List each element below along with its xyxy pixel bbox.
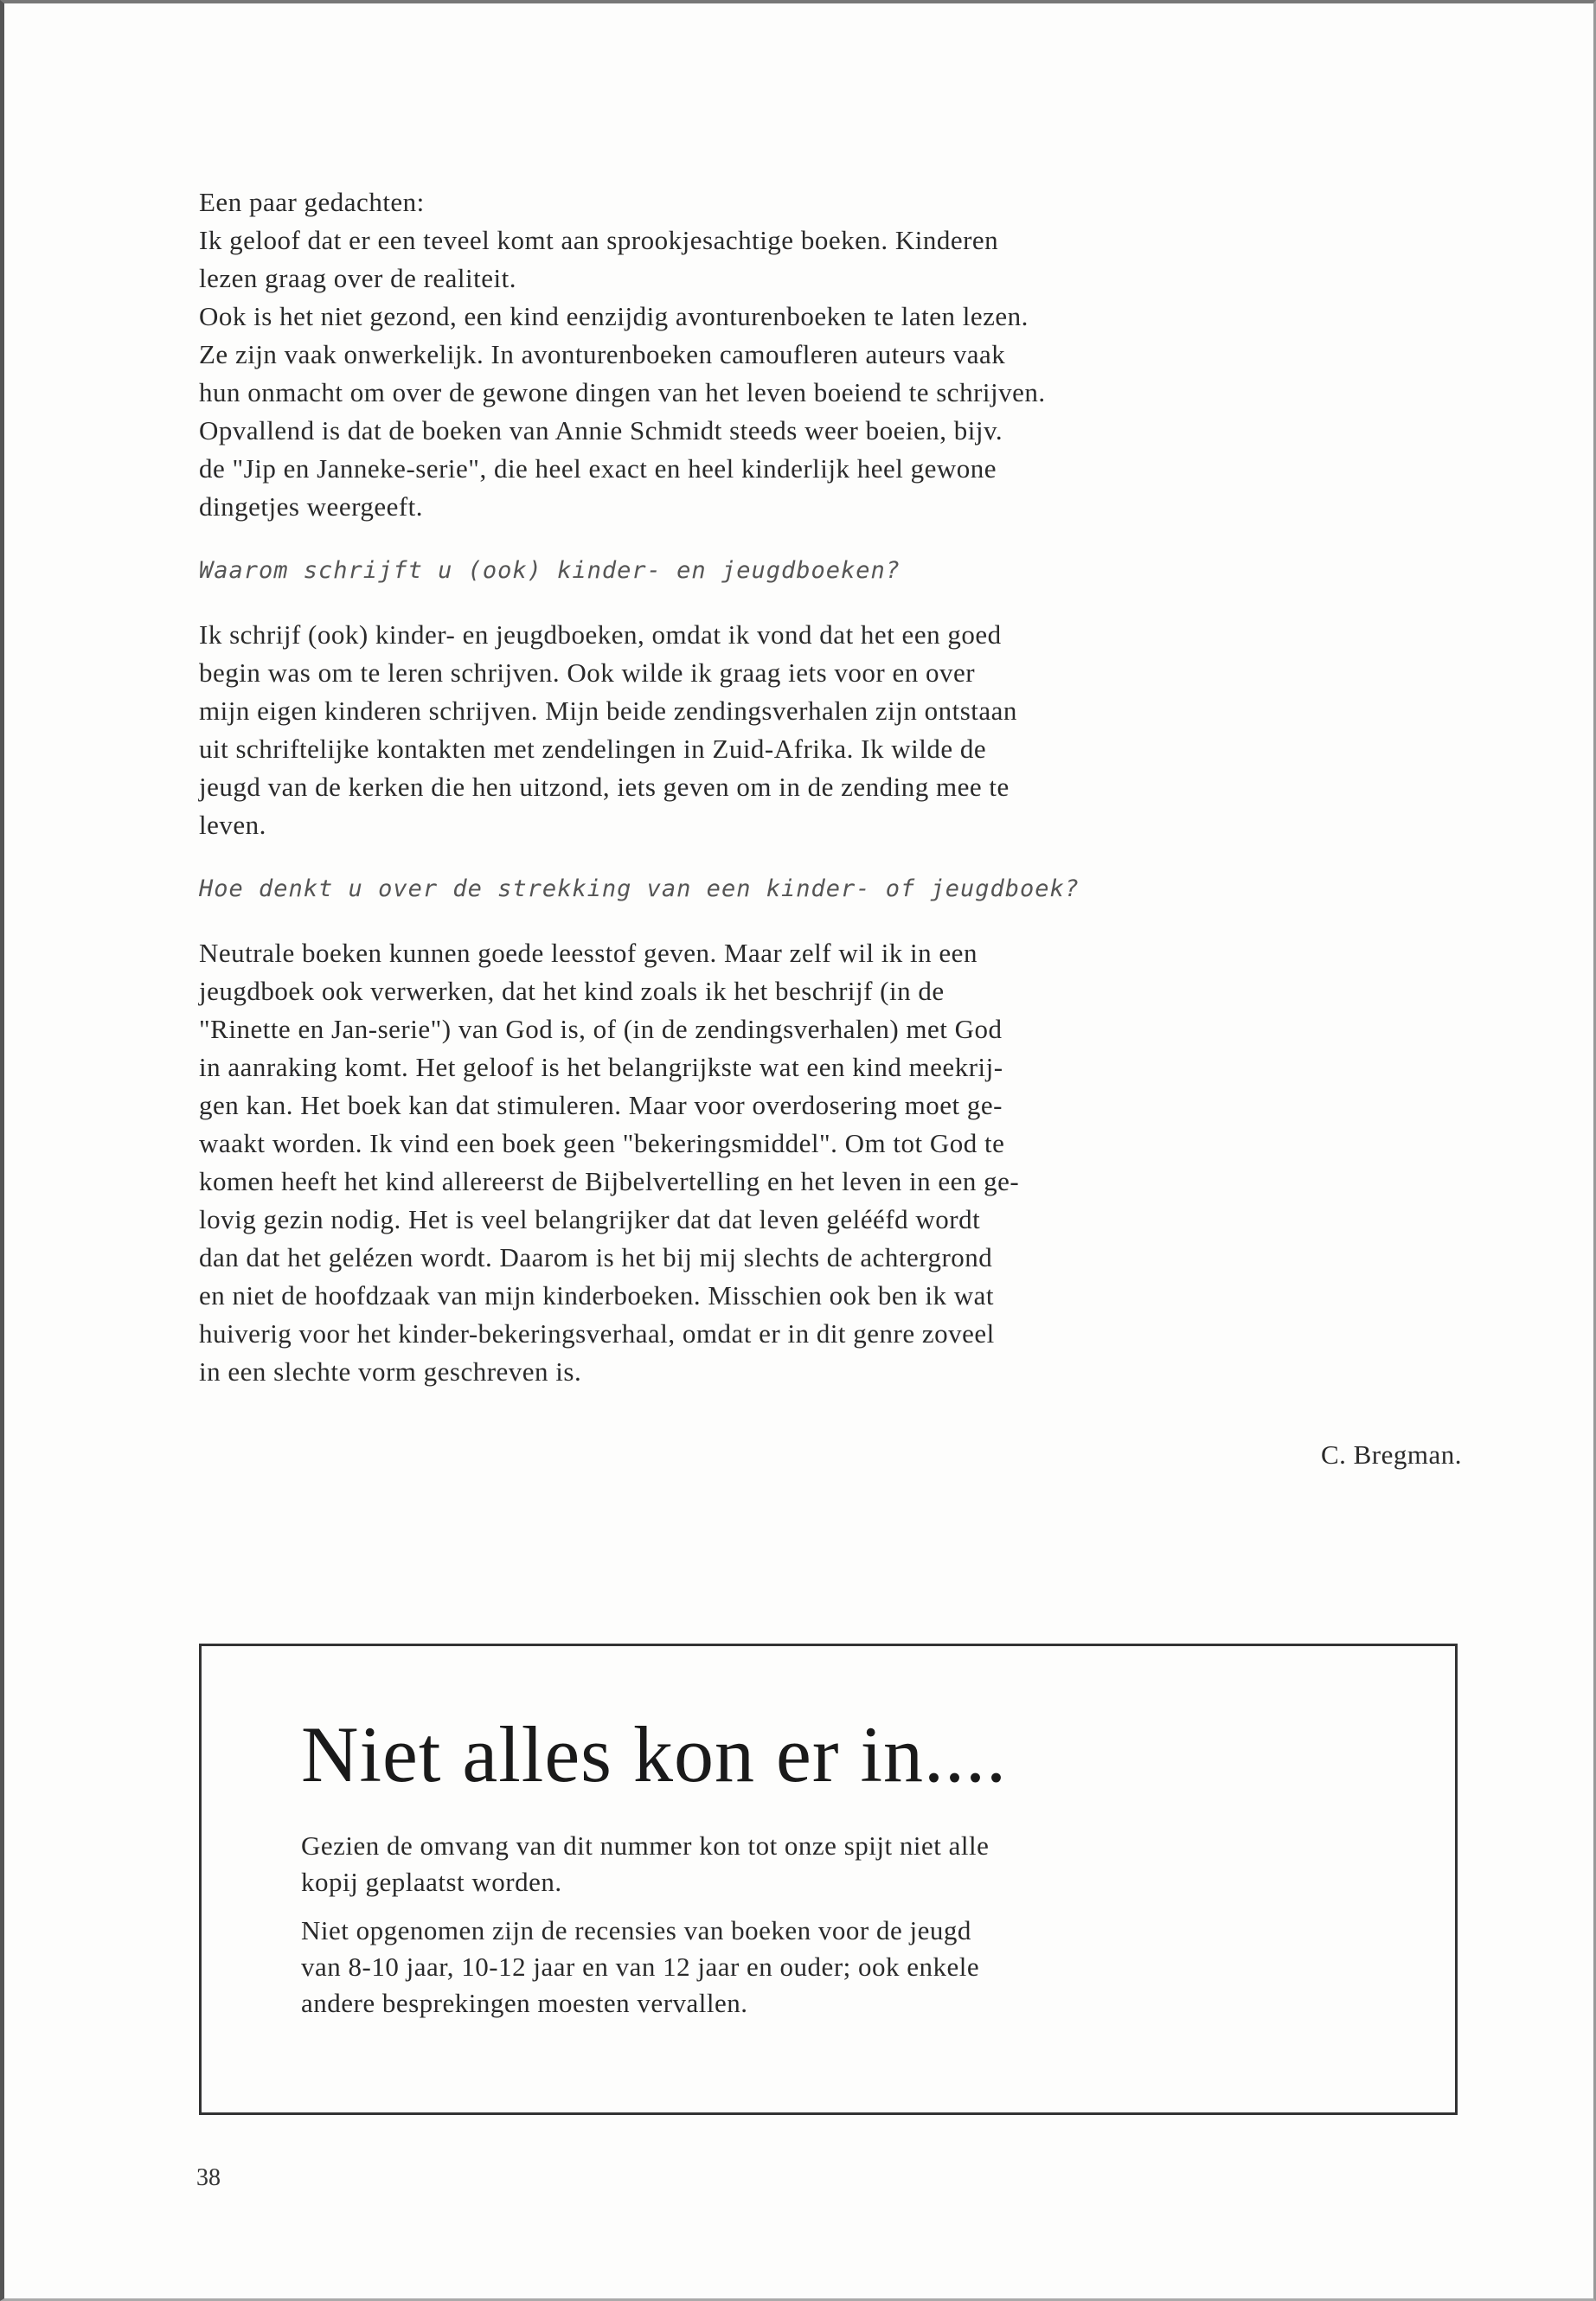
notice-title: Niet alles kon er in.... [301, 1710, 1008, 1798]
notice-paragraph-2: Niet opgenomen zijn de recensies van boeken voor de jeugd van 8-10 jaar, 10-12 jaar en van 12 jaar en ouder; ook enkele andere besprekingen moesten vervallen. [301, 1915, 980, 2018]
question-heading-2: Hoe denkt u over de strekking van een kinder- of jeugdboek? [199, 875, 1080, 902]
question-heading-1: Waarom schrijft u (ook) kinder- en jeugdboeken? [199, 557, 901, 584]
page-number: 38 [196, 2164, 221, 2191]
article [199, 183, 1462, 1471]
notice-box [199, 1644, 1458, 2115]
author-signature: C. Bregman. [1320, 1439, 1462, 1470]
notice-paragraph-1: Gezien de omvang van dit nummer kon tot onze spijt niet alle kopij geplaatst worden. [301, 1830, 990, 1897]
intro-paragraph: Een paar gedachten: Ik geloof dat er een teveel komt aan sprookjesachtige boeken. Kinderen lezen graag over de realiteit. Ook is het niet gezond, een kind eenzijdig avonturenboeken te laten lezen. Ze zijn vaak onwerkelijk. In avonturenboeken camoufleren auteurs vaak hun onmacht om over de gewone dingen van het leven boeiend te schrijven. Opvallend is dat de boeken van Annie Schmidt steeds weer boeien, bijv. de "Jip en Janneke-serie", die heel exact en heel kinderlijk heel gewone dingetjes weergeeft. [199, 187, 1046, 522]
notice-body [301, 1828, 1400, 2034]
answer-paragraph-1: Ik schrijf (ook) kinder- en jeugdboeken, omdat ik vond dat het een goed begin was om te leren schrijven. Ook wilde ik graag iets voor en over mijn eigen kinderen schrijven. Mijn beide zendingsverhalen zijn ontstaan uit schriftelijke kontakten met zendelingen in Zuid-Afrika. Ik wilde de jeugd van de kerken die hen uitzond, iets geven om in de zending mee te leven. [199, 619, 1017, 840]
answer-paragraph-2: Neutrale boeken kunnen goede leesstof geven. Maar zelf wil ik in een jeugdboek ook verwerken, dat het kind zoals ik het beschrijf (in de "Rinette en Jan-serie") van God is, of (in de zendingsverhalen) met God in aanraking komt. Het geloof is het belangrijkste wat een kind meekrij- gen kan. Het boek kan dat stimuleren. Maar voor overdosering moet ge- waakt worden. Ik vind een boek geen "bekeringsmiddel". Om tot God te komen heeft het kind allereerst de Bijbelvertelling en het leven in een ge- lovig gezin nodig. Het is veel belangrijker dat dat leven gelééfd wordt dan dat het gelézen wordt. Daarom is het bij mij slechts de achtergrond en niet de hoofdzaak van mijn kinderboeken. Misschien ook ben ik wat huiverig voor het kinder-bekeringsverhaal, omdat er in dit genre zoveel in een slechte vorm geschreven is. [199, 938, 1020, 1387]
